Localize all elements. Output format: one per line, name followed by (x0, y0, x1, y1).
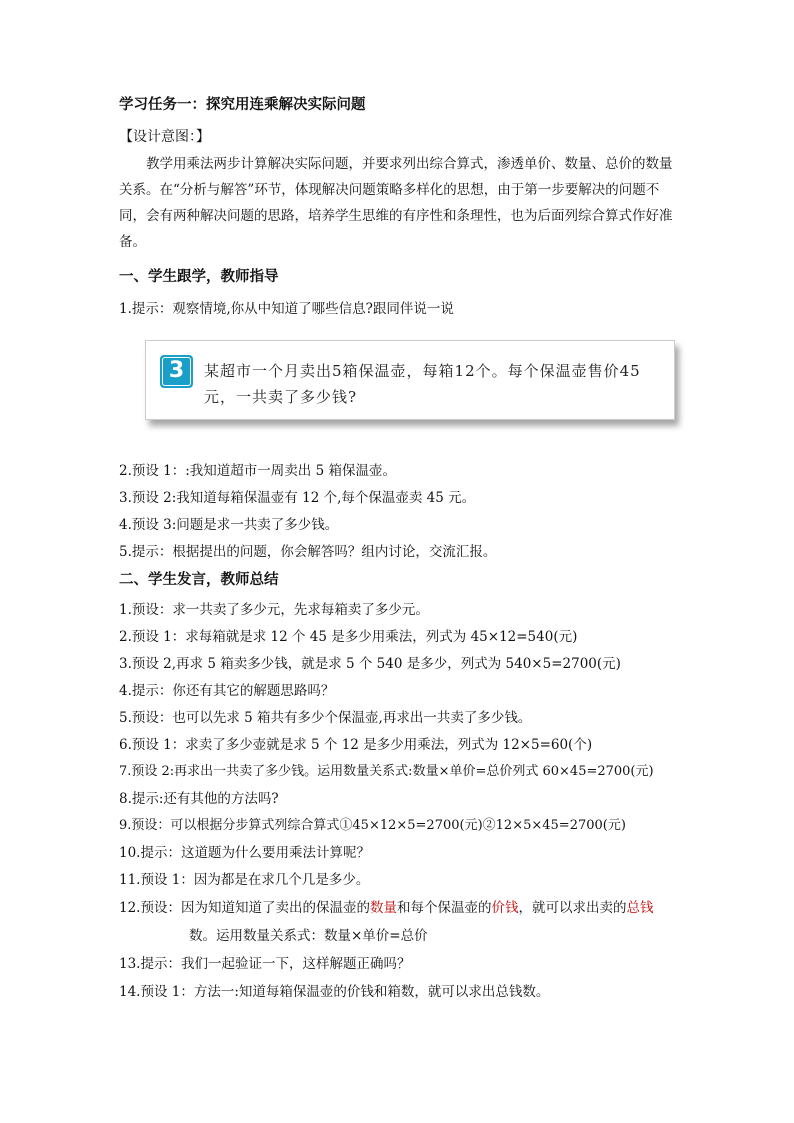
list-item: 4.预设 3:问题是求一共卖了多少钱。 (119, 517, 339, 533)
list-item: 1.预设：求一共卖了多少元，先求每箱卖了多少元。 (119, 602, 429, 618)
design-intent-paragraph: 教学用乘法两步计算解决实际问题，并要求列出综合算式，渗透单价、数量、总价的数量关系。在“分析与解答”环节，体现解决问题策略多样化的思想，由于第一步要解决的问题不同，会有两种解决问题的思路，培养学生思维的有序性和条理性，也为后面列综合算式作好准备。 (119, 156, 673, 250)
list-item (119, 899, 653, 917)
highlight-quantity: 数量 (369, 900, 397, 916)
list-item: 10.提示：这道题为什么要用乘法计算呢？ (119, 845, 370, 861)
list-item: 3.预设 2,再求 5 箱卖多少钱，就是求 5 个 540 是多少，列式为 540×5=2700(元) (119, 656, 621, 672)
list-item: 5.提示：根据提出的问题，你会解答吗？组内讨论，交流汇报。 (119, 544, 497, 560)
list-item: 2.预设 1：:我知道超市一周卖出 5 箱保温壶。 (119, 463, 396, 479)
list-item: 1.提示：观察情境,你从中知道了哪些信息?跟同伴说一说 (119, 301, 454, 317)
problem-text: 某超市一个月卖出5箱保温壶，每箱12个。每个保温壶售价45元，一共卖了多少钱? (204, 362, 641, 406)
design-intent-label: 【设计意图：】 (119, 129, 210, 145)
list-item: 4.提示：你还有其它的解题思路吗？ (119, 683, 335, 699)
list-item-continuation: 数。运用数量关系式：数量×单价=总价 (189, 928, 428, 944)
list-item-text: 和每个保温壶的 (396, 900, 492, 916)
problem-number-badge (160, 355, 193, 388)
highlight-total: 总钱 (626, 900, 654, 916)
list-item: 11.预设 1：因为都是在求几个几是多少。 (119, 872, 370, 888)
list-item: 14.预设 1：方法一:知道每箱保温壶的价钱和箱数，就可以求出总钱数。 (119, 984, 550, 1000)
task-title: 学习任务一：探究用连乘解决实际问题 (119, 97, 366, 113)
section-heading-2: 二、学生发言，教师总结 (119, 572, 279, 588)
problem-number: 3 (162, 357, 191, 386)
list-item: 8.提示:还有其他的方法吗? (119, 791, 279, 807)
list-item: 7.预设 2:再求出一共卖了多少钱。运用数量关系式:数量×单价=总价列式 60×45=2700(元) (119, 764, 654, 779)
list-item: 2.预设 1：求每箱就是求 12 个 45 是多少用乘法，列式为 45×12=540(元) (119, 629, 578, 645)
highlight-price: 价钱 (491, 900, 519, 916)
list-item: 5.预设：也可以先求 5 箱共有多少个保温壶,再求出一共卖了多少钱。 (119, 710, 532, 726)
list-item: 6.预设 1：求卖了多少壶就是求 5 个 12 是多少用乘法，列式为 12×5=60(个) (119, 737, 593, 753)
list-item: 9.预设：可以根据分步算式列综合算式①45×12×5=2700(元)②12×5×45=2700(元) (119, 818, 626, 833)
list-item-text: 12.预设：因为知道知道了卖出的保温壶的 (119, 900, 370, 916)
list-item: 13.提示：我们一起验证一下，这样解题正确吗？ (119, 956, 411, 972)
list-item-text: ，就可以求出卖的 (518, 900, 627, 916)
problem-card (145, 340, 675, 420)
section-heading-1: 一、学生跟学，教师指导 (119, 269, 279, 285)
list-item: 3.预设 2:我知道每箱保温壶有 12 个,每个保温壶卖 45 元。 (119, 490, 476, 506)
